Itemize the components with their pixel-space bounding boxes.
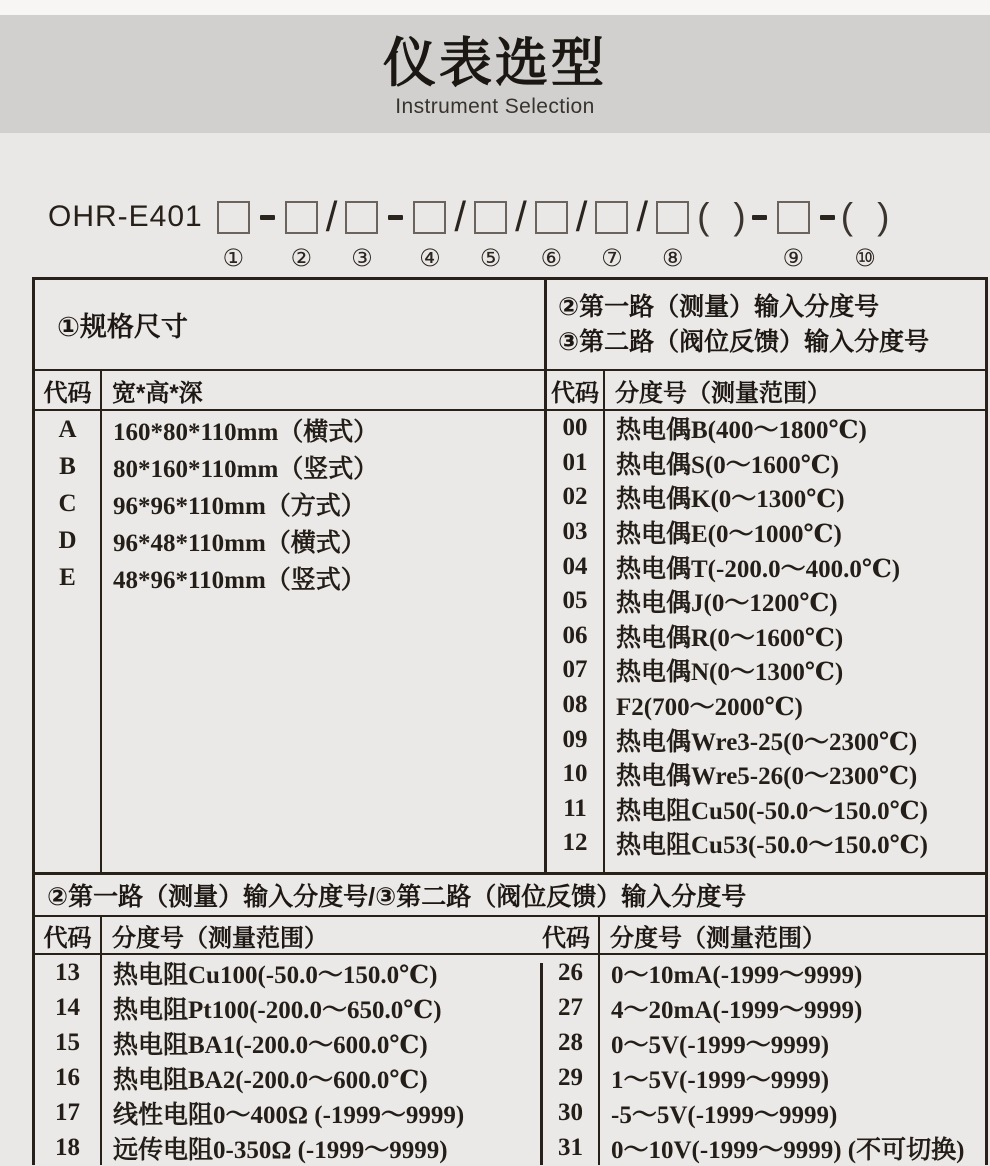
slash-separator-wrap xyxy=(452,192,468,242)
title-band xyxy=(0,15,990,133)
dash-separator-wrap xyxy=(816,192,839,242)
model-code-box-wrap xyxy=(650,192,695,242)
section1-data-region xyxy=(35,411,985,872)
model-token-unit xyxy=(771,192,816,271)
model-token-unit xyxy=(211,192,256,271)
model-token-unit xyxy=(407,192,452,271)
row-desc: 热电偶Wre3-25(0～2300℃) xyxy=(616,728,918,756)
code-column-header: 代码 xyxy=(43,924,92,952)
graduation-rows-00-12 xyxy=(547,411,985,872)
model-code-box-wrap xyxy=(468,192,513,242)
row-desc: 热电阻BA2(-200.0～600.0℃) xyxy=(113,1066,428,1094)
slash-separator-wrap xyxy=(634,192,650,242)
spec-size-rows xyxy=(35,411,544,872)
vertical-divider xyxy=(100,955,102,1165)
model-code-box-wrap xyxy=(529,192,574,242)
row-code: 12 xyxy=(562,829,588,857)
dash-separator xyxy=(820,215,835,220)
row-code: 04 xyxy=(562,552,588,580)
row-desc: 热电偶K(0～1300℃) xyxy=(616,486,845,514)
row-desc: 热电偶N(0～1300℃) xyxy=(616,659,844,687)
circle-number: ③ xyxy=(351,244,373,272)
circle-number: ⑩ xyxy=(854,244,876,272)
table-row xyxy=(547,826,985,861)
table-row xyxy=(547,549,985,584)
spec-size-header: ①规格尺寸 xyxy=(57,312,188,342)
model-token-unit xyxy=(468,192,513,271)
row-code: 10 xyxy=(562,760,588,788)
row-code: 26 xyxy=(558,958,583,986)
slash-separator: / xyxy=(636,193,649,240)
row-desc: 热电偶J(0～1200℃) xyxy=(616,590,838,618)
row-desc: F2(700～2000℃) xyxy=(616,694,803,722)
model-token-unit xyxy=(513,192,529,271)
row-desc: 96*48*110mm（横式） xyxy=(113,529,366,557)
table-row xyxy=(35,1095,540,1130)
model-token-unit xyxy=(695,192,748,271)
row-desc: 1～5V(-1999～9999) xyxy=(611,1066,830,1094)
circle-number: ④ xyxy=(419,244,441,272)
model-code-box xyxy=(413,201,446,234)
row-code: 06 xyxy=(562,621,588,649)
model-code-box xyxy=(217,201,250,234)
row-desc: 热电阻Pt100(-200.0～650.0℃) xyxy=(113,996,442,1024)
row-code: 16 xyxy=(55,1063,80,1091)
row-code: 02 xyxy=(562,483,588,511)
model-code-box-wrap xyxy=(339,192,384,242)
slash-separator: / xyxy=(454,193,467,240)
model-token-unit xyxy=(574,192,590,271)
row-desc: 160*80*110mm（横式） xyxy=(113,418,379,446)
top-strip xyxy=(0,0,990,15)
model-code-box-wrap xyxy=(211,192,256,242)
row-code: 09 xyxy=(562,725,588,753)
table-row xyxy=(35,990,540,1025)
circle-number: ⑨ xyxy=(782,244,804,272)
table-row xyxy=(35,522,544,559)
circle-number: ⑦ xyxy=(601,244,623,272)
model-token-unit xyxy=(816,192,839,271)
dash-separator xyxy=(388,215,403,220)
row-code: 01 xyxy=(562,448,588,476)
slash-separator: / xyxy=(515,193,527,240)
row-desc: 热电阻Cu100(-50.0～150.0℃) xyxy=(113,961,438,989)
model-prefix: OHR-E401 xyxy=(48,200,203,233)
slash-separator: / xyxy=(575,193,588,240)
row-code: C xyxy=(58,489,77,517)
row-desc: 热电偶E(0～1000℃) xyxy=(616,521,842,549)
slash-separator: / xyxy=(325,193,338,240)
table-row xyxy=(547,722,985,757)
table-row xyxy=(543,955,985,990)
row-desc: 热电阻Cu50(-50.0～150.0℃) xyxy=(616,797,928,825)
table-row xyxy=(547,757,985,792)
row-code: D xyxy=(58,526,77,554)
model-code-line xyxy=(48,192,891,271)
row-desc: 热电阻Cu53(-50.0～150.0℃) xyxy=(616,832,928,860)
section2-title: ②第一路（测量）输入分度号/③第二路（阀位反馈）输入分度号 xyxy=(35,872,985,917)
row-code: 05 xyxy=(562,587,588,615)
model-token-unit xyxy=(529,192,574,271)
dash-separator-wrap xyxy=(748,192,771,242)
row-code: 14 xyxy=(55,993,80,1021)
circle-number: ① xyxy=(222,244,244,272)
model-token-unit xyxy=(324,192,340,271)
row-desc: 80*160*110mm（竖式） xyxy=(113,455,379,483)
row-code: 18 xyxy=(55,1133,80,1161)
table-row xyxy=(547,688,985,723)
graduation-column-header: 分度号（测量范围） xyxy=(615,379,831,407)
graduation-column-header: 分度号（测量范围） xyxy=(610,924,826,952)
vertical-divider xyxy=(603,411,605,872)
parentheses-wrap xyxy=(695,192,748,242)
model-code-box xyxy=(474,201,507,234)
model-token-unit xyxy=(384,192,407,271)
model-code-box-wrap xyxy=(407,192,452,242)
model-code-box xyxy=(285,201,318,234)
row-desc: 热电偶B(400～1800℃) xyxy=(616,417,867,445)
code-column-header: 代码 xyxy=(43,379,92,407)
table-row xyxy=(547,515,985,550)
row-code: 11 xyxy=(563,794,587,822)
input-graduation-header xyxy=(547,280,985,369)
model-code-box xyxy=(345,201,378,234)
model-code-box xyxy=(656,201,689,234)
model-code-box xyxy=(595,201,628,234)
graduation-rows-13-18 xyxy=(35,955,540,1165)
row-desc: 远传电阻0-350Ω (-1999～9999) xyxy=(113,1136,448,1164)
row-code: 29 xyxy=(558,1063,583,1091)
circle-number: ② xyxy=(290,244,312,272)
row-code: 13 xyxy=(55,958,80,986)
table-row xyxy=(35,1025,540,1060)
selection-table xyxy=(32,277,988,1165)
input-graduation-line2: ③第二路（阀位反馈）输入分度号 xyxy=(558,327,930,356)
table-row xyxy=(547,411,985,446)
table-row xyxy=(547,480,985,515)
size-column-header: 宽*高*深 xyxy=(112,379,203,407)
model-token-unit xyxy=(452,192,468,271)
model-token-unit xyxy=(650,192,695,271)
table-row xyxy=(547,446,985,481)
model-token-unit xyxy=(589,192,634,271)
vertical-divider xyxy=(598,955,600,1165)
section2-column-header-row xyxy=(35,917,985,955)
circle-number: ⑤ xyxy=(479,244,502,272)
row-desc: 0～10V(-1999～9999) (不可切换) xyxy=(611,1136,965,1164)
row-desc: 96*96*110mm（方式） xyxy=(113,492,366,520)
row-code: 15 xyxy=(55,1028,80,1056)
graduation-rows-26-31 xyxy=(543,955,985,1165)
table-row xyxy=(35,955,540,990)
model-code-box xyxy=(535,201,568,234)
table-row xyxy=(543,990,985,1025)
table-row xyxy=(35,1130,540,1165)
table-row xyxy=(543,1095,985,1130)
table-row xyxy=(547,792,985,827)
row-desc: 0～5V(-1999～9999) xyxy=(611,1031,830,1059)
circle-number: ⑧ xyxy=(661,244,684,272)
table-row xyxy=(547,584,985,619)
row-desc: 热电偶Wre5-26(0～2300℃) xyxy=(616,763,918,791)
row-code: 03 xyxy=(562,518,588,546)
section1-column-header-row xyxy=(35,371,985,411)
page-subtitle: Instrument Selection xyxy=(395,94,595,118)
row-desc: 热电偶S(0～1600℃) xyxy=(616,451,840,479)
table-row xyxy=(35,1060,540,1095)
table-row xyxy=(35,448,544,485)
vertical-divider xyxy=(100,411,102,872)
row-code: A xyxy=(58,415,77,443)
dash-separator-wrap xyxy=(256,192,279,242)
input-graduation-line1: ②第一路（测量）输入分度号 xyxy=(558,293,880,321)
model-code-box-wrap xyxy=(771,192,816,242)
table-row xyxy=(543,1025,985,1060)
table-row xyxy=(543,1130,985,1165)
row-code: 17 xyxy=(55,1098,80,1126)
slash-separator-wrap xyxy=(513,192,529,242)
section2-data-region xyxy=(35,955,985,1165)
model-token-unit xyxy=(339,192,384,271)
model-prefix-unit xyxy=(48,192,211,271)
page-title: 仪表选型 xyxy=(383,34,607,94)
model-token-unit xyxy=(279,192,324,271)
row-code: 30 xyxy=(558,1098,583,1126)
row-desc: 4～20mA(-1999～9999) xyxy=(611,996,863,1024)
row-code: E xyxy=(59,563,76,591)
slash-separator-wrap xyxy=(324,192,340,242)
circle-number: ⑥ xyxy=(540,244,562,272)
dash-separator xyxy=(260,215,275,220)
model-token-unit xyxy=(634,192,650,271)
row-desc: 热电阻BA1(-200.0～600.0℃) xyxy=(113,1031,428,1059)
row-code: 00 xyxy=(562,414,588,442)
model-token-unit xyxy=(839,192,892,271)
parentheses-group: ( ) xyxy=(697,196,746,237)
code-column-header: 代码 xyxy=(542,924,590,952)
row-desc: -5～5V(-1999～9999) xyxy=(611,1101,838,1129)
model-token-unit xyxy=(256,192,279,271)
row-desc: 线性电阻0～400Ω (-1999～9999) xyxy=(113,1101,465,1129)
table-row xyxy=(547,619,985,654)
table-row xyxy=(547,653,985,688)
row-code: B xyxy=(59,452,76,480)
table-row xyxy=(543,1060,985,1095)
row-desc: 48*96*110mm（竖式） xyxy=(113,566,366,594)
row-code: 27 xyxy=(558,993,583,1021)
table-top-header-row xyxy=(35,280,985,371)
row-desc: 热电偶T(-200.0～400.0℃) xyxy=(616,555,901,583)
model-code-box-wrap xyxy=(279,192,324,242)
graduation-column-header: 分度号（测量范围） xyxy=(112,924,328,952)
parentheses-group: ( ) xyxy=(840,196,890,237)
model-code-box xyxy=(777,201,810,234)
code-column-header: 代码 xyxy=(551,379,599,407)
row-code: 08 xyxy=(562,691,588,719)
parentheses-wrap xyxy=(839,192,892,242)
row-code: 07 xyxy=(562,656,588,684)
table-row xyxy=(35,485,544,522)
model-code-box-wrap xyxy=(589,192,634,242)
table-row xyxy=(35,411,544,448)
table-row xyxy=(35,559,544,596)
model-token-unit xyxy=(748,192,771,271)
row-code: 31 xyxy=(558,1133,583,1161)
row-code: 28 xyxy=(558,1028,583,1056)
slash-separator-wrap xyxy=(574,192,590,242)
dash-separator-wrap xyxy=(384,192,407,242)
row-desc: 热电偶R(0～1600℃) xyxy=(616,624,844,652)
row-desc: 0～10mA(-1999～9999) xyxy=(611,961,863,989)
dash-separator xyxy=(752,215,767,220)
